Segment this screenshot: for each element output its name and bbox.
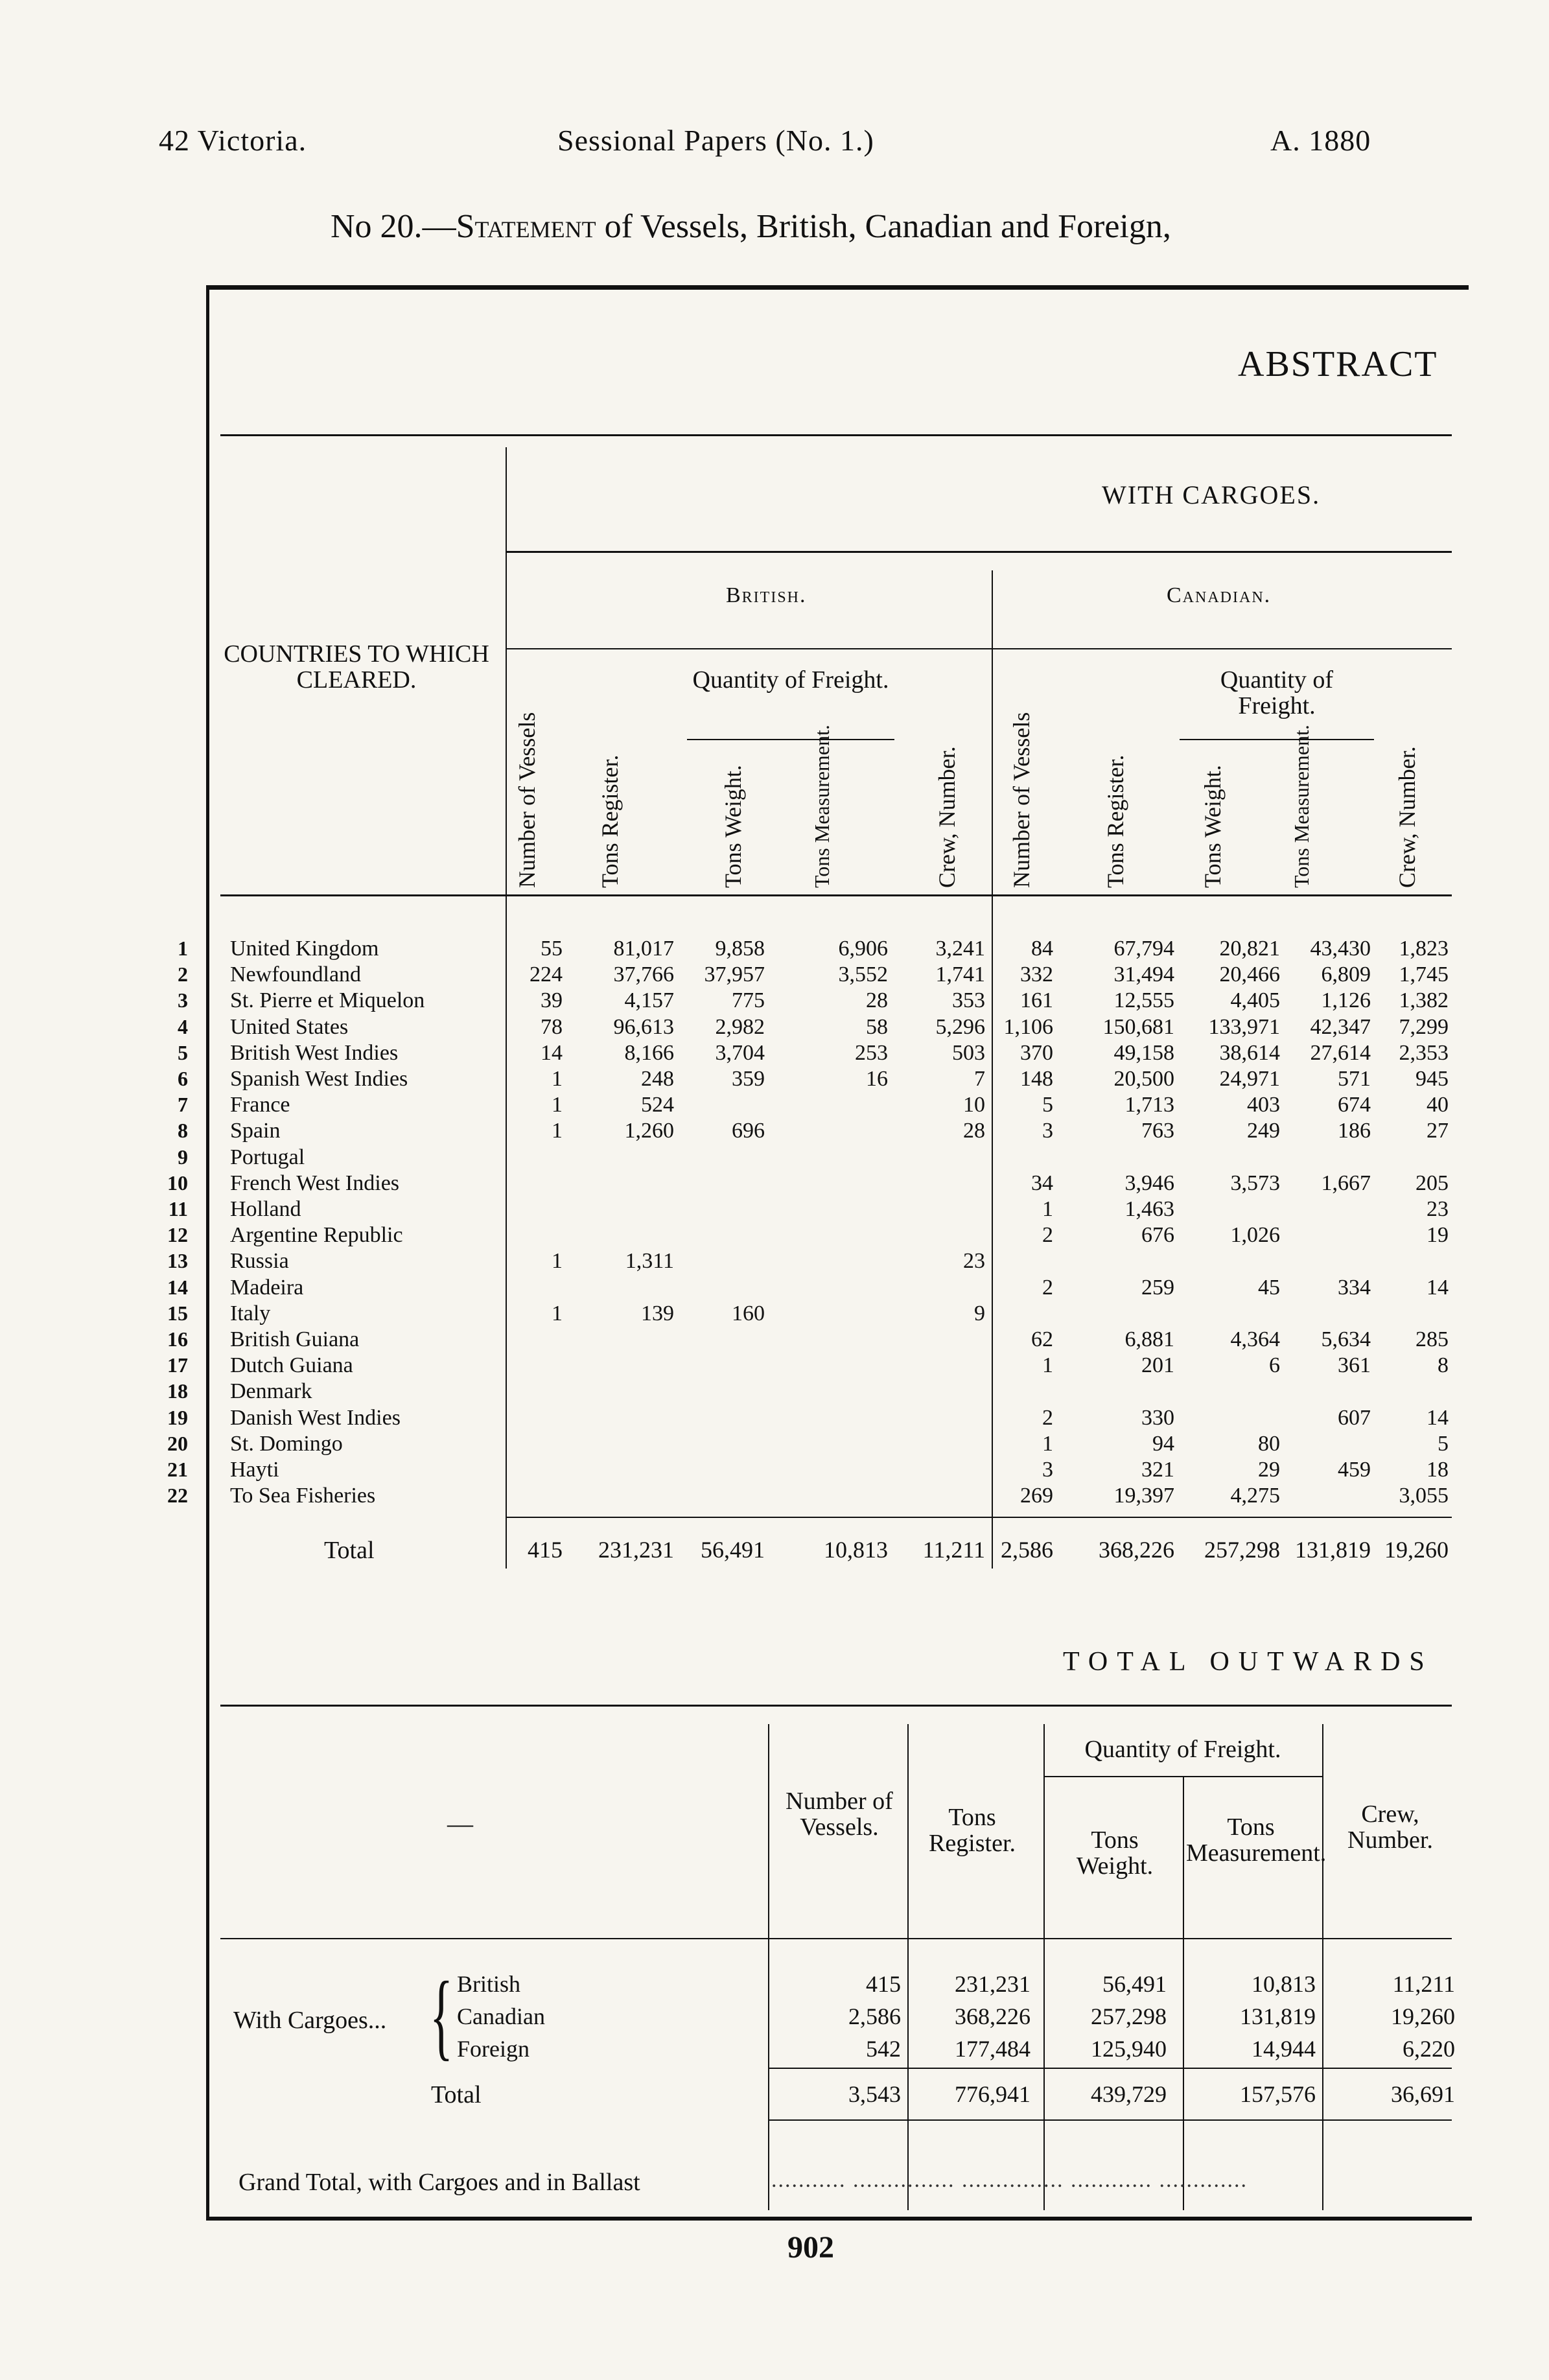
row-country: France — [230, 1093, 290, 1117]
british-cell: 81,017 — [613, 937, 674, 961]
canadian-cell: 148 — [1020, 1067, 1053, 1091]
canadian-cell: 370 — [1020, 1040, 1053, 1065]
canadian-cell: 1,713 — [1124, 1093, 1174, 1117]
british-total-cell: 231,231 — [598, 1537, 674, 1563]
row-number: 21 — [167, 1458, 188, 1481]
summary-quantity-head: Quantity of Freight. — [1084, 1736, 1281, 1763]
canadian-cell: 571 — [1338, 1067, 1371, 1091]
british-cell: 7 — [974, 1067, 985, 1091]
c-tons-weight-head: Tons Weight. — [1200, 765, 1226, 888]
british-cell: 139 — [641, 1301, 674, 1325]
canadian-cell: 403 — [1247, 1093, 1280, 1117]
british-cell: 1 — [552, 1249, 563, 1274]
row-number: 19 — [167, 1405, 188, 1429]
british-cell: 160 — [732, 1301, 765, 1325]
row-number: 17 — [167, 1353, 188, 1377]
british-cell: 14 — [541, 1040, 563, 1065]
row-country: British Guiana — [230, 1327, 360, 1351]
c-quantity-rule — [1180, 739, 1374, 740]
canadian-cell: 62 — [1031, 1327, 1053, 1351]
british-cell: 353 — [952, 988, 985, 1013]
row-country: French West Indies — [230, 1171, 400, 1195]
canadian-cell: 1,823 — [1399, 937, 1449, 961]
canadian-cell: 27 — [1427, 1119, 1449, 1143]
british-cell: 1,260 — [624, 1119, 674, 1143]
table-frame — [206, 285, 1472, 2221]
canadian-cell: 5,634 — [1321, 1327, 1371, 1351]
canadian-cell: 334 — [1338, 1275, 1371, 1300]
british-cell: 9 — [974, 1301, 985, 1325]
summary-dash: — — [447, 1809, 473, 1838]
canadian-cell: 1,382 — [1399, 988, 1449, 1013]
british-cell: 2,982 — [715, 1014, 765, 1039]
british-cell: 37,957 — [704, 962, 765, 987]
british-cell: 58 — [866, 1014, 888, 1039]
canadian-cell: 12,555 — [1113, 988, 1174, 1013]
canadian-cell: 49,158 — [1113, 1040, 1174, 1065]
summary-cell: 177,484 — [955, 2036, 1031, 2062]
row-number: 16 — [167, 1327, 188, 1351]
canadian-cell: 29 — [1258, 1458, 1280, 1482]
canadian-cell: 3,055 — [1399, 1484, 1449, 1508]
row-number: 20 — [167, 1431, 188, 1455]
canadian-cell: 20,500 — [1113, 1067, 1174, 1091]
summary-total-cell: 439,729 — [1091, 2081, 1167, 2107]
row-country: Madeira — [230, 1275, 304, 1300]
summary-tons-weight-head: Tons Weight. — [1076, 1826, 1154, 1880]
canadian-cell: 4,405 — [1230, 988, 1280, 1013]
canadian-cell: 5 — [1042, 1093, 1053, 1117]
statement-title: No 20.—Statement of Vessels, British, Canadian and Foreign, — [331, 208, 1171, 245]
rule-under-col-heads — [220, 894, 1452, 896]
british-cell: 775 — [732, 988, 765, 1013]
canadian-cell: 94 — [1152, 1431, 1174, 1456]
total-label: Total — [324, 1537, 375, 1564]
summary-cell: 542 — [866, 2036, 901, 2062]
row-country: St. Domingo — [230, 1431, 343, 1456]
row-number: 3 — [178, 988, 188, 1012]
summary-row-label: British — [457, 1971, 521, 1997]
row-country: Hayti — [230, 1458, 279, 1482]
header-left: 42 Victoria. — [159, 124, 307, 157]
british-cell: 78 — [541, 1014, 563, 1039]
canadian-cell: 6,809 — [1321, 962, 1371, 987]
statement-number: No 20. — [331, 208, 423, 245]
canadian-cell: 1,106 — [1003, 1014, 1053, 1039]
canadian-cell: 674 — [1338, 1093, 1371, 1117]
row-country: Denmark — [230, 1379, 312, 1404]
british-total-cell: 56,491 — [701, 1537, 765, 1563]
row-number: 22 — [167, 1484, 188, 1508]
rule-above-total — [506, 1517, 1452, 1518]
canadian-label: Canadian. — [1167, 583, 1272, 607]
header-right: A. 1880 — [1270, 124, 1371, 157]
canadian-cell: 259 — [1141, 1275, 1174, 1300]
rule-under-with-cargoes — [506, 551, 1452, 553]
summary-cell: 10,813 — [1252, 1971, 1316, 1997]
summary-cell: 6,220 — [1403, 2036, 1455, 2062]
grand-total-label: Grand Total, with Cargoes and in Ballast — [239, 2169, 640, 2196]
summary-crew-head: Crew, Number. — [1347, 1801, 1433, 1854]
canadian-cell: 763 — [1141, 1119, 1174, 1143]
canadian-cell: 332 — [1020, 962, 1053, 987]
statement-word: Statement — [456, 208, 596, 245]
summary-rule-above-total — [768, 2068, 1452, 2069]
row-country: To Sea Fisheries — [230, 1484, 376, 1508]
canadian-cell: 23 — [1427, 1197, 1449, 1221]
summary-total-label: Total — [431, 2081, 482, 2108]
canadian-cell: 2 — [1042, 1275, 1053, 1300]
row-number: 18 — [167, 1379, 188, 1403]
canadian-cell: 361 — [1338, 1353, 1371, 1378]
canadian-cell: 38,614 — [1219, 1040, 1280, 1065]
canadian-cell: 1,667 — [1321, 1171, 1371, 1195]
british-cell: 359 — [732, 1067, 765, 1091]
summary-total-cell: 776,941 — [955, 2081, 1031, 2107]
row-country: United Kingdom — [230, 937, 379, 961]
british-cell: 3,241 — [935, 937, 985, 961]
canadian-total-cell: 131,819 — [1295, 1537, 1371, 1563]
row-country: St. Pierre et Miquelon — [230, 988, 425, 1013]
c-tons-measurement-head: Tons Measurement. — [1290, 725, 1313, 888]
canadian-cell: 269 — [1020, 1484, 1053, 1508]
summary-cell: 231,231 — [955, 1971, 1031, 1997]
row-country: British West Indies — [230, 1040, 399, 1065]
summary-cell: 368,226 — [955, 2003, 1031, 2029]
summary-row-label: Foreign — [457, 2036, 530, 2062]
british-cell: 1 — [552, 1301, 563, 1325]
summary-cell: 14,944 — [1252, 2036, 1316, 2062]
canadian-cell: 4,364 — [1230, 1327, 1280, 1351]
canadian-cell: 43,430 — [1310, 937, 1371, 961]
canadian-cell: 19 — [1427, 1223, 1449, 1248]
canadian-total-cell: 2,586 — [1001, 1537, 1053, 1563]
canadian-cell: 67,794 — [1113, 937, 1174, 961]
canadian-cell: 285 — [1415, 1327, 1449, 1351]
row-number: 7 — [178, 1093, 188, 1117]
canadian-cell: 3,573 — [1230, 1171, 1280, 1195]
row-country: Spanish West Indies — [230, 1067, 408, 1091]
british-cell: 503 — [952, 1040, 985, 1065]
canadian-cell: 1,126 — [1321, 988, 1371, 1013]
row-country: Newfoundland — [230, 962, 362, 987]
canadian-cell: 20,821 — [1219, 937, 1280, 961]
british-cell: 55 — [541, 937, 563, 961]
abstract-label: ABSTRACT — [1238, 344, 1438, 384]
british-cell: 1 — [552, 1093, 563, 1117]
british-cell: 10 — [963, 1093, 985, 1117]
summary-row-label: Canadian — [457, 2003, 545, 2029]
summary-cell: 56,491 — [1102, 1971, 1167, 1997]
british-cell: 28 — [963, 1119, 985, 1143]
british-cell: 248 — [641, 1067, 674, 1091]
canadian-cell: 7,299 — [1399, 1014, 1449, 1039]
canadian-cell: 19,397 — [1113, 1484, 1174, 1508]
countries-label: COUNTRIES TO WHICH CLEARED. — [224, 640, 489, 694]
c-quantity-head: Quantity of Freight. — [1220, 666, 1334, 719]
col-sep-british-canadian — [992, 570, 993, 1569]
british-cell: 3,552 — [838, 962, 888, 987]
row-number: 5 — [178, 1040, 188, 1064]
canadian-cell: 27,614 — [1310, 1040, 1371, 1065]
canadian-cell: 676 — [1141, 1223, 1174, 1248]
c-vessels-head: Number of Vessels — [1008, 712, 1034, 888]
summary-total-cell: 3,543 — [848, 2081, 901, 2107]
canadian-cell: 14 — [1427, 1275, 1449, 1300]
brace: { — [430, 1962, 453, 2070]
rule-under-nationality — [506, 648, 1452, 649]
row-number: 6 — [178, 1067, 188, 1090]
canadian-cell: 249 — [1247, 1119, 1280, 1143]
col-sep-country — [506, 447, 507, 1569]
header-center: Sessional Papers (No. 1.) — [557, 124, 874, 157]
canadian-cell: 6,881 — [1124, 1327, 1174, 1351]
british-cell: 253 — [855, 1040, 888, 1065]
rule-under-total-outwards — [220, 1705, 1452, 1707]
british-cell: 39 — [541, 988, 563, 1013]
canadian-cell: 34 — [1031, 1171, 1053, 1195]
canadian-cell: 133,971 — [1208, 1014, 1280, 1039]
british-cell: 28 — [866, 988, 888, 1013]
canadian-cell: 6 — [1269, 1353, 1280, 1378]
british-label: British. — [726, 583, 807, 607]
canadian-cell: 459 — [1338, 1458, 1371, 1482]
summary-sep-2 — [907, 1724, 909, 2210]
canadian-cell: 607 — [1338, 1405, 1371, 1430]
summary-tons-register-head: Tons Register. — [928, 1804, 1016, 1857]
canadian-cell: 1 — [1042, 1431, 1053, 1456]
c-crew-head: Crew, Number. — [1394, 746, 1420, 888]
canadian-cell: 42,347 — [1310, 1014, 1371, 1039]
canadian-cell: 20,466 — [1219, 962, 1280, 987]
rule-under-abstract — [220, 434, 1452, 436]
british-cell: 3,704 — [715, 1040, 765, 1065]
canadian-cell: 4,275 — [1230, 1484, 1280, 1508]
bottom-rule — [206, 2217, 1469, 2221]
canadian-cell: 330 — [1141, 1405, 1174, 1430]
british-cell: 1 — [552, 1067, 563, 1091]
summary-rule-under-heads — [220, 1938, 1452, 1939]
c-tons-register-head: Tons Register. — [1102, 754, 1128, 888]
summary-cell: 257,298 — [1091, 2003, 1167, 2029]
canadian-total-cell: 19,260 — [1384, 1537, 1449, 1563]
british-cell: 6,906 — [838, 937, 888, 961]
canadian-cell: 14 — [1427, 1405, 1449, 1430]
b-vessels-head: Number of Vessels — [514, 712, 540, 888]
british-cell: 9,858 — [715, 937, 765, 961]
summary-cell: 11,211 — [1392, 1971, 1455, 1997]
canadian-cell: 1,745 — [1399, 962, 1449, 987]
canadian-cell: 5 — [1438, 1431, 1449, 1456]
canadian-cell: 1 — [1042, 1197, 1053, 1221]
canadian-cell: 8 — [1438, 1353, 1449, 1378]
row-number: 11 — [168, 1197, 188, 1220]
row-number: 15 — [167, 1301, 188, 1325]
british-cell: 5,296 — [935, 1014, 985, 1039]
grand-total-dots: ........... ............... ............... ............ ............. — [771, 2168, 1248, 2192]
canadian-cell: 321 — [1141, 1458, 1174, 1482]
british-cell: 37,766 — [613, 962, 674, 987]
british-cell: 8,166 — [624, 1040, 674, 1065]
canadian-total-cell: 257,298 — [1204, 1537, 1280, 1563]
summary-cell: 19,260 — [1391, 2003, 1455, 2029]
b-crew-head: Crew, Number. — [934, 746, 960, 888]
row-number: 1 — [178, 937, 188, 960]
summary-cell: 125,940 — [1091, 2036, 1167, 2062]
with-cargoes-label: WITH CARGOES. — [1102, 480, 1321, 509]
british-cell: 4,157 — [624, 988, 674, 1013]
total-outwards-label: TOTAL OUTWARDS — [1063, 1647, 1434, 1677]
canadian-cell: 3,946 — [1124, 1171, 1174, 1195]
canadian-cell: 31,494 — [1113, 962, 1174, 987]
row-country: Argentine Republic — [230, 1223, 403, 1248]
canadian-total-cell: 368,226 — [1099, 1537, 1174, 1563]
page-number: 902 — [787, 2230, 834, 2265]
british-cell: 224 — [530, 962, 563, 987]
canadian-cell: 3 — [1042, 1458, 1053, 1482]
canadian-cell: 84 — [1031, 937, 1053, 961]
row-country: Dutch Guiana — [230, 1353, 353, 1378]
canadian-cell: 45 — [1258, 1275, 1280, 1300]
british-total-cell: 10,813 — [824, 1537, 888, 1563]
canadian-cell: 161 — [1020, 988, 1053, 1013]
row-country: Russia — [230, 1249, 289, 1274]
british-total-cell: 415 — [528, 1537, 563, 1563]
row-number: 10 — [167, 1171, 188, 1195]
row-number: 4 — [178, 1014, 188, 1038]
canadian-cell: 80 — [1258, 1431, 1280, 1456]
summary-sep-4 — [1183, 1776, 1184, 2210]
row-country: Italy — [230, 1301, 271, 1325]
canadian-cell: 201 — [1141, 1353, 1174, 1378]
british-cell: 1,311 — [625, 1249, 674, 1274]
canadian-cell: 2,353 — [1399, 1040, 1449, 1065]
summary-cell: 415 — [866, 1971, 901, 1997]
b-tons-measurement-head: Tons Measurement. — [810, 725, 833, 888]
british-cell: 1 — [552, 1119, 563, 1143]
summary-total-cell: 157,576 — [1240, 2081, 1316, 2107]
canadian-cell: 150,681 — [1102, 1014, 1174, 1039]
row-country: Danish West Indies — [230, 1405, 401, 1430]
british-total-cell: 11,211 — [922, 1537, 985, 1563]
b-tons-weight-head: Tons Weight. — [720, 765, 746, 888]
canadian-cell: 945 — [1415, 1067, 1449, 1091]
frame-top-rule — [206, 285, 1469, 290]
canadian-cell: 2 — [1042, 1405, 1053, 1430]
summary-rule-under-total — [768, 2119, 1452, 2121]
canadian-cell: 1 — [1042, 1353, 1053, 1378]
summary-sep-3 — [1043, 1724, 1045, 2210]
row-country: Portugal — [230, 1145, 305, 1169]
canadian-cell: 40 — [1427, 1093, 1449, 1117]
canadian-cell: 3 — [1042, 1119, 1053, 1143]
statement-text: of Vessels, British, Canadian and Foreign, — [596, 208, 1171, 245]
row-number: 14 — [167, 1275, 188, 1299]
row-country: Spain — [230, 1119, 281, 1143]
summary-tons-measurement-head: Tons Measurement. — [1186, 1814, 1327, 1867]
row-number: 8 — [178, 1119, 188, 1143]
summary-cell: 131,819 — [1240, 2003, 1316, 2029]
summary-vessels-head: Number of Vessels. — [786, 1788, 893, 1841]
canadian-cell: 205 — [1415, 1171, 1449, 1195]
summary-sep-1 — [768, 1724, 769, 2210]
row-country: United States — [230, 1014, 349, 1039]
british-cell: 524 — [641, 1093, 674, 1117]
canadian-cell: 1,463 — [1124, 1197, 1174, 1221]
b-quantity-head: Quantity of Freight. — [692, 666, 889, 694]
row-country: Holland — [230, 1197, 301, 1221]
british-cell: 696 — [732, 1119, 765, 1143]
canadian-cell: 24,971 — [1219, 1067, 1280, 1091]
british-cell: 16 — [866, 1067, 888, 1091]
british-cell: 96,613 — [613, 1014, 674, 1039]
row-number: 13 — [167, 1249, 188, 1273]
b-tons-register-head: Tons Register. — [597, 754, 623, 888]
canadian-cell: 18 — [1427, 1458, 1449, 1482]
summary-cell: 2,586 — [848, 2003, 901, 2029]
summary-total-cell: 36,691 — [1391, 2081, 1455, 2107]
row-number: 12 — [167, 1223, 188, 1247]
british-cell: 1,741 — [935, 962, 985, 987]
canadian-cell: 2 — [1042, 1223, 1053, 1248]
summary-sep-5 — [1322, 1724, 1323, 2210]
row-number: 2 — [178, 962, 188, 986]
b-quantity-rule — [687, 739, 894, 740]
canadian-cell: 186 — [1338, 1119, 1371, 1143]
british-cell: 23 — [963, 1249, 985, 1274]
row-number: 9 — [178, 1145, 188, 1169]
canadian-cell: 1,026 — [1230, 1223, 1280, 1248]
with-cargoes-group: With Cargoes... — [233, 2007, 387, 2034]
